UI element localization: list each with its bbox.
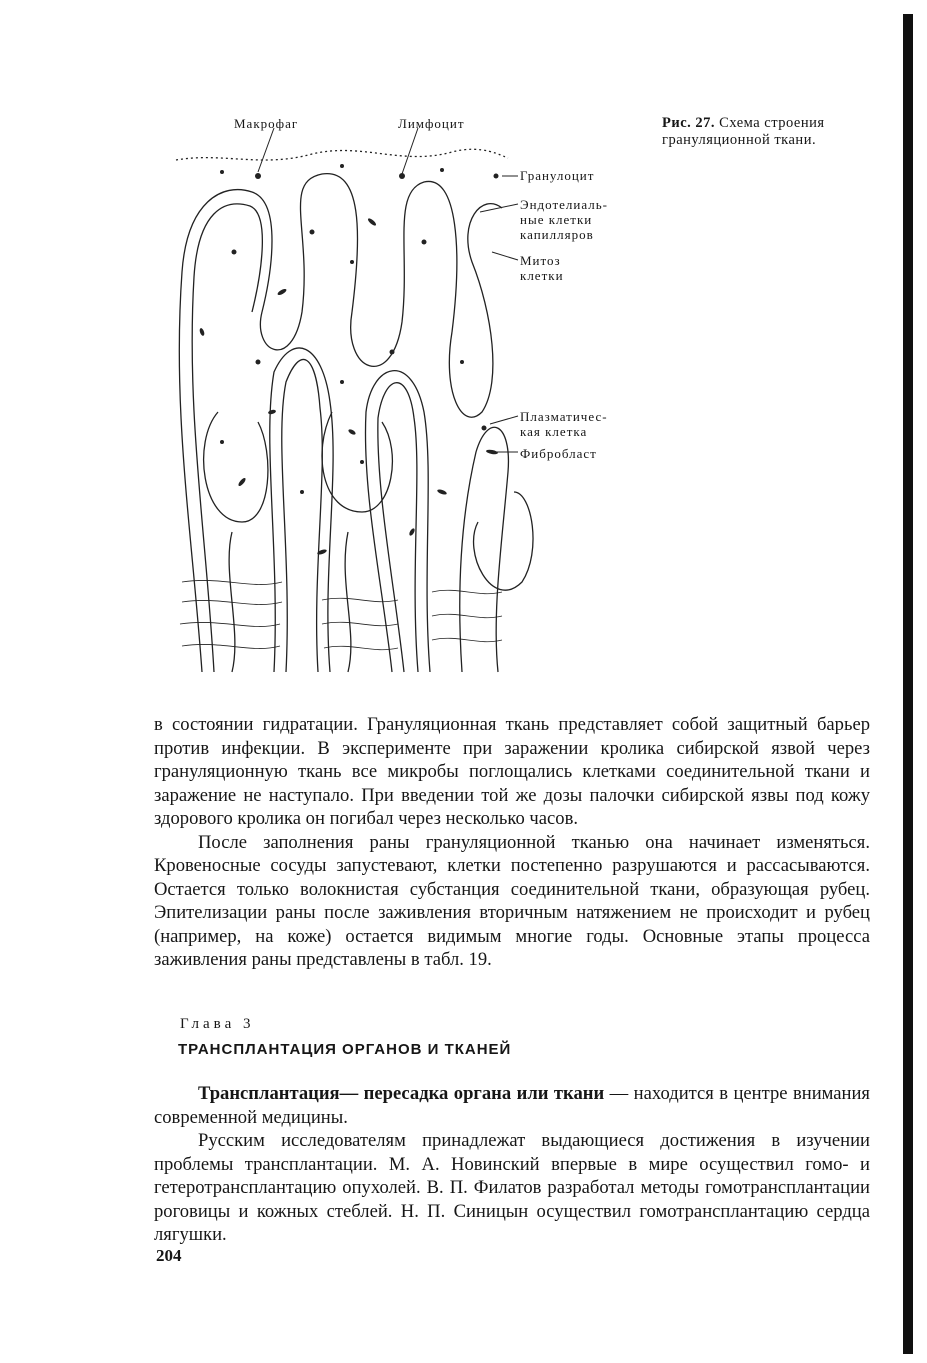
label-endothelial-line-2: ные клетки [520, 212, 593, 227]
figure-caption-number: Рис. 27. [662, 115, 716, 131]
paragraph-scar-formation: После заполнения раны грануляционной тканью она начинает изменяться. Кровеносные сосуды запустевают, клетки постепенно разрушаются и рассасываются. Остается только волокнистая субстанция соединительной ткани, образующая рубец. Эпителизации раны после заживления вторичным натяжением не происходит и рубец (например, на коже) остается видимым многие годы. Основные этапы процесса заживления раны представлены в табл. 19. [154, 831, 870, 970]
term-transplantation: Трансплантация— пересадка органа или ткани [198, 1083, 605, 1104]
label-plasma-cell-line-2: кая клетка [520, 424, 588, 439]
figure-27 [162, 112, 622, 684]
paragraph-transplantation-definition [154, 1082, 870, 1129]
definition-rest: — находится в центре внимания современной медицины. [154, 1083, 870, 1128]
label-lymphocyte: Лимфоцит [398, 116, 465, 131]
paragraph-block-2 [154, 1082, 870, 1247]
label-mitosis-line-1: Митоз [520, 253, 561, 268]
label-plasma-cell-line-1: Плазматичес- [520, 409, 608, 424]
paragraph-block-1 [154, 713, 870, 972]
label-granulocyte: Гранулоцит [520, 168, 595, 183]
page-edge-shadow [903, 14, 913, 1354]
figure-caption-text: Схема строения грануляционной ткани. [662, 115, 825, 148]
figure-caption [662, 115, 868, 149]
chapter-label: Глава 3 [180, 1016, 255, 1032]
paragraph-russian-researchers: Русским исследователям принадлежат выдающиеся достижения в изучении проблемы трансплантации. М. А. Новинский впервые в мире осуществил гомо- и гетеротрансплантацию опухолей. В. П. Филатов разработал методы гомотрансплантации роговицы и кожных стеблей. Н. П. Синицын осуществил гомотрансплантацию сердца лягушки. [154, 1130, 870, 1245]
label-endothelial-line-1: Эндотелиаль- [520, 197, 609, 212]
chapter-title: ТРАНСПЛАНТАЦИЯ ОРГАНОВ И ТКАНЕЙ [178, 1041, 512, 1058]
label-mitosis-line-2: клетки [520, 268, 564, 283]
label-endothelial-line-3: капилляров [520, 227, 594, 242]
page-number: 204 [156, 1246, 182, 1265]
paragraph-hydration: в состоянии гидратации. Грануляционная ткань представляет собой защитный барьер против инфекции. В эксперименте при заражении кролика сибирской язвой через грануляционную ткань все микробы поглощались клетками соединительной ткани и заражение не наступало. При введении той же дозы палочки сибирской язвы под кожу здорового кролика он погибал через несколько часов. [154, 714, 870, 829]
label-fibroblast: Фибробласт [520, 446, 597, 461]
label-macrophage: Макрофаг [234, 116, 299, 131]
